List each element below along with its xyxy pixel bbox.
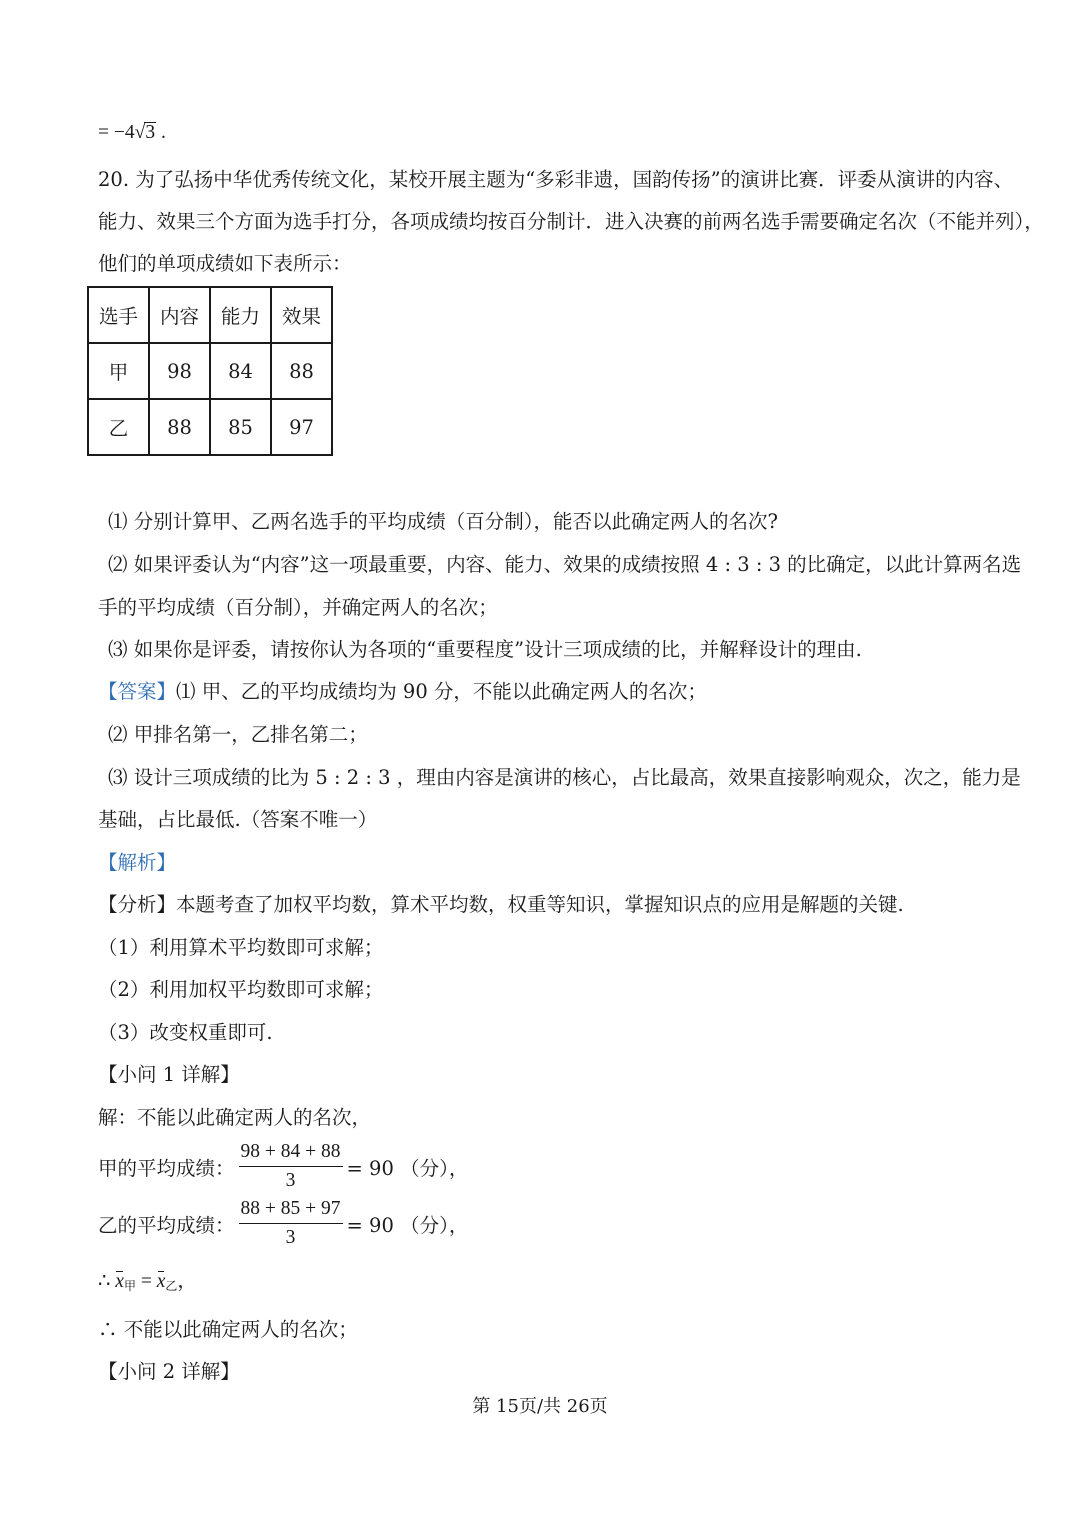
jia-fraction [239,1140,343,1193]
yi-fraction [239,1197,343,1250]
question-line-3: 他们的单项成绩如下表所示： [98,252,352,275]
sqrt-symbol: √ [134,122,146,143]
subscript-yi: 乙 [165,1279,178,1293]
jia-result: = 90 （分）， [346,1156,469,1180]
mean-x-jia: x [115,1271,124,1292]
previous-result [98,121,166,145]
page-footer: 第 15页/共 26页 [472,1396,608,1417]
equals-sign: = [140,1271,152,1292]
fraction-numerator: 98 + 84 + 88 [239,1140,343,1167]
answer-3: ⑶ 设计三项成绩的比为 5 : 2 : 3 ，理由内容是演讲的核心，占比最高，效果直接影响观众，次之，能力是 [108,766,1021,789]
jia-average-line [98,1140,468,1193]
header-cell: 能力 [210,287,271,343]
sub-question-1: ⑴ 分别计算甲、乙两名选手的平均成绩（百分制），能否以此确定两人的名次? [108,510,778,533]
radicand: 3 [145,122,156,143]
detail-1-intro: 解：不能以此确定两人的名次， [98,1106,372,1129]
analysis-tag: 【解析】 [98,851,177,874]
yi-label: 乙的平均成绩： [98,1213,235,1237]
period: . [160,122,166,143]
table-cell: 84 [210,343,271,399]
answer-2: ⑵ 甲排名第一，乙排名第二； [108,723,368,746]
analysis-step-2: （2）利用加权平均数即可求解； [98,978,384,1001]
table-cell: 85 [210,399,271,455]
table-header-row [88,287,332,343]
answer-3-cont: 基础，占比最低.（答案不唯一） [98,808,378,831]
table-cell: 88 [149,399,210,455]
analysis-step-1: （1）利用算术平均数即可求解； [98,936,384,959]
table-row [88,399,332,455]
table-row [88,343,332,399]
table-cell: 乙 [88,399,149,455]
equals-sign: = [98,122,109,143]
conclusion-line: ∴ 不能以此确定两人的名次； [98,1318,358,1341]
detail-1-title: 【小问 1 详解】 [98,1063,240,1086]
coefficient: −4 [113,122,135,143]
header-cell: 内容 [149,287,210,343]
header-cell: 效果 [271,287,332,343]
mean-x-yi: x [156,1271,166,1292]
analysis-summary: 【分析】本题考查了加权平均数，算术平均数，权重等知识，掌握知识点的应用是解题的关键. [98,893,904,916]
answer-1: ⑴ 甲、乙的平均成绩均为 90 分，不能以此确定两人的名次； [176,680,707,703]
sub-question-3: ⑶ 如果你是评委，请按你认为各项的“重要程度”设计三项成绩的比，并解释设计的理由. [108,638,862,661]
jia-label: 甲的平均成绩： [98,1156,235,1180]
fraction-denominator: 3 [285,1227,296,1248]
comma: ， [177,1271,197,1292]
fraction-numerator: 88 + 85 + 97 [239,1197,343,1224]
analysis-step-3: （3）改变权重即可. [98,1021,273,1044]
answer-line-1 [98,680,707,704]
sub-question-2-cont: 手的平均成绩（百分制），并确定两人的名次； [98,596,498,619]
question-line-1: 20. 为了弘扬中华优秀传统文化，某校开展主题为“多彩非遗，国韵传扬”的演讲比赛．评委从演讲的内容、 [98,168,1014,191]
question-line-2: 能力、效果三个方面为选手打分，各项成绩均按百分制计．进入决赛的前两名选手需要确定名次（不能并列）， [98,210,1044,233]
subscript-jia: 甲 [123,1279,136,1293]
table-cell: 88 [271,343,332,399]
therefore-symbol: ∴ [98,1271,111,1292]
scores-table [87,286,333,456]
means-equal-line [98,1270,197,1298]
answer-tag: 【答案】 [98,680,177,703]
fraction-denominator: 3 [285,1170,296,1191]
header-cell: 选手 [88,287,149,343]
yi-result: = 90 （分）， [346,1213,469,1237]
table-cell: 98 [149,343,210,399]
table-cell: 97 [271,399,332,455]
sub-question-2: ⑵ 如果评委认为“内容”这一项最重要，内容、能力、效果的成绩按照 4 : 3 : 3 的比确定，以此计算两名选 [108,553,1022,576]
table-cell: 甲 [88,343,149,399]
yi-average-line [98,1197,468,1250]
detail-2-title: 【小问 2 详解】 [98,1360,240,1383]
